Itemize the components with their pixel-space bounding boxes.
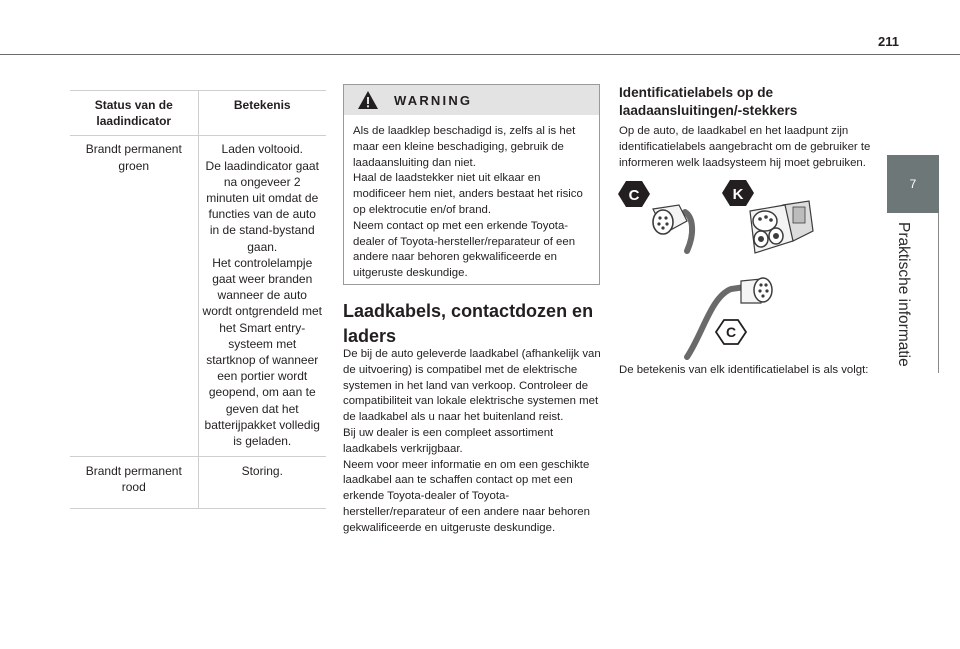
meaning-cell: Laden voltooid. De laadindicator gaat na ongeveer 2 minuten uit omdat de functies van de auto in de stand-bystand gaan. Het controlelampje gaat weer branden wanneer de auto wordt ontgrendeld met het Smart entry-systeem met startknop of wanneer een portier wordt geopend, om aan te geven dat het batterijpakket volledig is geladen. — [198, 136, 326, 457]
charge-indicator-table — [70, 90, 326, 509]
ccs-connector-icon — [750, 201, 813, 253]
warning-paragraph: Als de laadklep beschadigd is, zelfs al is het maar een kleine beschadiging, gebruik de laadaansluiting dan niet. — [353, 125, 576, 169]
identification-heading: Identificatielabels op de laadaansluitingen/-stekkers — [619, 85, 798, 118]
table-row — [70, 457, 326, 508]
header-divider — [0, 54, 960, 55]
type2-connector-icon — [653, 205, 692, 251]
chapter-divider — [938, 213, 939, 373]
identification-caption: De betekenis van elk identificatielabel is als volgt: — [619, 364, 869, 376]
type2-plug-icon — [687, 278, 772, 357]
warning-text — [353, 124, 595, 282]
section-heading: Laadkabels, contactdozen en laders — [343, 301, 594, 346]
section-paragraph: Bij uw dealer is een compleet assortiment laadkabels verkrijgbaar. — [343, 426, 554, 455]
table-header-row — [70, 91, 326, 136]
charging-connector-illustration — [615, 175, 825, 360]
status-cell: Brandt permanent rood — [70, 457, 198, 508]
warning-header — [344, 85, 599, 115]
section-paragraph: Neem voor meer informatie en om een geschikte laadkabel aan te schaffen contact op met een erkende Toyota-dealer of Toyota-hersteller/reparateur of een andere naar behoren gekwalificeerde en uitgeruste deskundige. — [343, 458, 590, 534]
status-cell: Brandt permanent groen — [70, 136, 198, 457]
page-number: 211 — [878, 34, 899, 49]
chapter-title: Praktische informatie — [895, 222, 912, 367]
warning-title: WARNING — [394, 93, 473, 108]
section-text — [343, 347, 601, 537]
column-header-meaning: Betekenis — [198, 91, 326, 136]
warning-box — [343, 84, 600, 285]
warning-triangle-icon — [357, 90, 379, 110]
chapter-tab[interactable]: 7 — [887, 155, 939, 213]
label-k-hexagon-filled — [722, 180, 754, 206]
warning-paragraph: Haal de laadstekker niet uit elkaar en modificeer hem niet, anders bestaat het risico op elektrocutie en/of brand. — [353, 172, 583, 216]
label-c-hexagon-outline — [716, 320, 746, 344]
label-c-letter-outline: C — [725, 324, 737, 340]
column-header-status: Status van de laadindicator — [70, 91, 198, 136]
meaning-cell: Storing. — [198, 457, 326, 508]
label-c-letter: C — [628, 187, 640, 204]
label-k-letter: K — [732, 186, 744, 203]
label-c-hexagon-filled — [618, 181, 650, 207]
table-row — [70, 136, 326, 457]
warning-paragraph: Neem contact op met een erkende Toyota-dealer of Toyota-hersteller/reparateur of een andere naar behoren gekwalificeerde en uitgeruste deskundige. — [353, 219, 576, 280]
identification-intro: Op de auto, de laadkabel en het laadpunt zijn identificatielabels aangebracht om de gebruiker te informeren welk laadsysteem hij moet gebruiken. — [619, 125, 871, 169]
section-paragraph: De bij de auto geleverde laadkabel (afhankelijk van de uitvoering) is compatibel met de elektrische systemen in het land van verkoop. Controleer de compatibiliteit van lokale elektrische systemen met de laadkabel als u naar het buitenland reist. — [343, 348, 601, 424]
